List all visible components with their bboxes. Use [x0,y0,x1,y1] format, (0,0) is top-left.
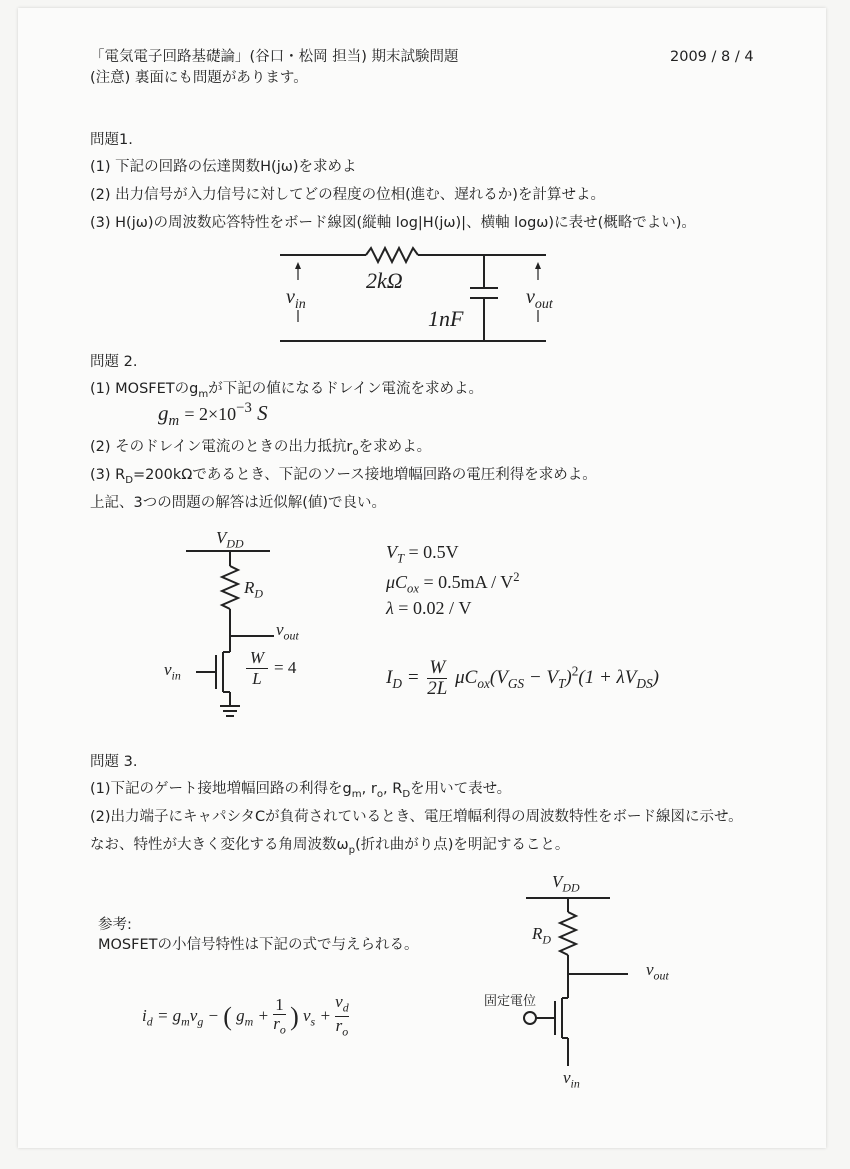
q3-fixed-potential-label: 固定電位 [484,994,537,1009]
q1-item-1: (1) 下記の回路の伝達関数H(jω)を求めよ [90,159,357,175]
param-vt: $V_T = 0.5V$ [386,542,459,566]
exam-date: 2009 / 8 / 4 [670,49,754,65]
q3-vdd-label: $V_{DD}$ [552,872,580,895]
exam-page [18,8,826,1148]
q3-heading: 問題 3. [90,754,138,770]
q2-item-3: (3) $R_D=200k\Omega$であるとき、下記のソース接地増幅回路の電圧利得を求めよ。 [90,467,597,486]
q2-gm-equation: $g_m = 2\times 10^{-3}$ S [158,400,268,430]
exam-note: (注意) 裏面にも問題があります。 [90,70,308,86]
exam-title: 「電気電子回路基礎論」(谷口・松岡 担当) 期末試験問題 [90,49,459,65]
q2-vdd-label: $V_{DD}$ [216,528,244,551]
q2-heading: 問題 2. [90,354,138,370]
common-gate-circuit [18,8,826,1148]
reference-heading: 参考: [98,917,132,933]
q2-note: 上記、3つの問題の解答は近似解(値)で良い。 [90,495,387,511]
q1-item-3: (3) H(jω)の周波数応答特性をボード線図(縦軸 log|H(jω)|、横軸 logω)に表せ(概略でよい)。 [90,215,696,231]
param-id-equation: $I_D$ = $\frac{W}{2L}$ $\mu C_{ox}(V_{GS} - V_T)^2(1 + \lambda V_{DS})$ [386,657,659,699]
q1-resistor-label: 2kΩ [366,268,403,293]
param-lambda: λ = 0.02 / V [386,598,472,618]
q2-wl-fraction: W L [246,648,268,689]
q2-item-2: (2) そのドレイン電流のときの出力抵抗$r_o$を求めよ。 [90,439,432,458]
q2-item-1: (1) MOSFETの$g_m$が下記の値になるドレイン電流を求めよ。 [90,381,483,400]
q1-item-2: (2) 出力信号が入力信号に対してどの程度の位相(進む、遅れるか)を計算せよ。 [90,187,605,203]
q2-vin-label: $v_{in}$ [164,660,181,683]
q3-item-3: なお、特性が大きく変化する角周波数$\omega_p$(折れ曲がり点)を明記すること。 [90,837,570,856]
q3-vout-label: $v_{out}$ [646,960,669,983]
param-ucox: $\mu C_{ox} = 0.5mA / V^2$ [386,570,520,596]
q1-heading: 問題1. [90,132,133,148]
reference-text: MOSFETの小信号特性は下記の式で与えられる。 [98,937,419,953]
q2-wl-ratio: = 4 [274,658,297,677]
q1-capacitor-label: 1nF [428,306,464,331]
q1-vout-label: $v_{out}$ [526,286,553,312]
q3-item-1: (1)下記のゲート接地増幅回路の利得を$g_m$, $r_o$, $R_D$を用いて表せ。 [90,781,512,800]
q3-vin-label: $v_{in}$ [563,1068,580,1091]
q3-rd-label: $R_D$ [532,924,551,947]
q2-rd-label: $R_D$ [244,578,263,601]
q1-vin-label: $v_{in}$ [286,286,306,312]
q2-vout-label: $v_{out}$ [276,620,299,643]
small-signal-equation: $i_d = g_mv_g$ − ( $g_m$ + $\frac{1}{r_o}$ ) $v_s$ + $\frac{v_d}{r_o}$ [142,992,349,1039]
q3-item-2: (2)出力端子にキャパシタCが負荷されているとき、電圧増幅利得の周波数特性をボード線図に示せ。 [90,809,743,825]
